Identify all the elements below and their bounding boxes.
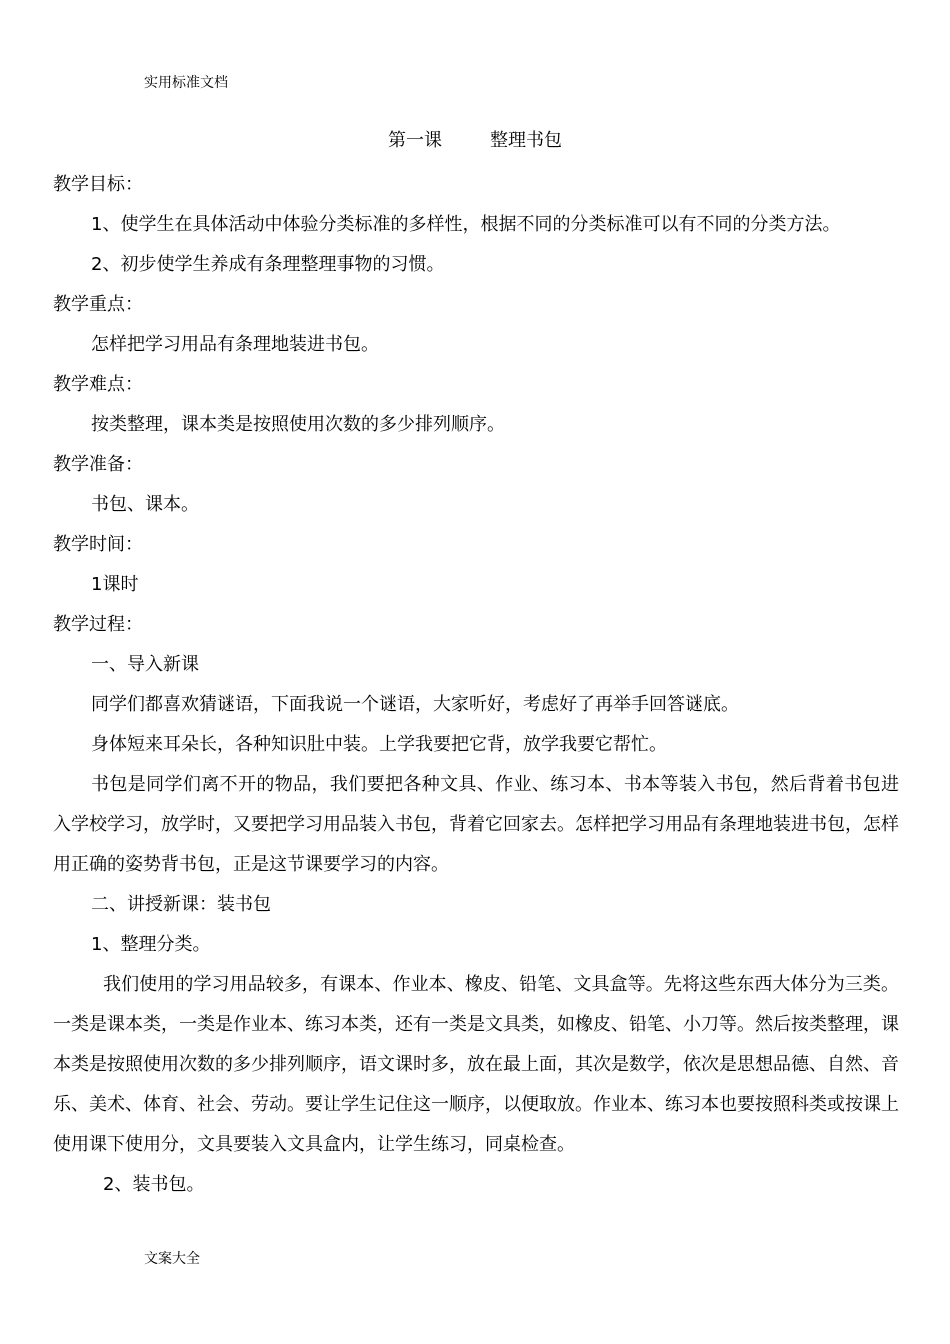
lesson-number: 第一课 — [388, 130, 442, 151]
document-body — [53, 165, 899, 1205]
step1-paragraph-2: 身体短来耳朵长，各种知识肚中装。上学我要把它背，放学我要它帮忙。 — [91, 734, 667, 755]
step1-paragraph-1: 同学们都喜欢猜谜语，下面我说一个谜语，大家听好，考虑好了再举手回答谜底。 — [91, 694, 739, 715]
key-text: 怎样把学习用品有条理地装进书包。 — [91, 334, 379, 355]
difficulty-heading: 教学难点： — [53, 374, 143, 395]
goal-2: 2、初步使学生养成有条理整理事物的习惯。 — [91, 254, 445, 275]
key-heading: 教学重点： — [53, 294, 143, 315]
step1-heading: 一、导入新课 — [91, 654, 199, 675]
goal-1: 1、使学生在具体活动中体验分类标准的多样性，根据不同的分类标准可以有不同的分类方法。 — [91, 214, 841, 235]
step2-heading: 二、讲授新课：装书包 — [91, 894, 271, 915]
goals-heading: 教学目标： — [53, 174, 143, 195]
lesson-name: 整理书包 — [490, 130, 562, 151]
prep-heading: 教学准备： — [53, 454, 143, 475]
time-heading: 教学时间： — [53, 534, 143, 555]
page-header: 实用标准文档 — [144, 75, 228, 91]
difficulty-text: 按类整理，课本类是按照使用次数的多少排列顺序。 — [91, 414, 505, 435]
sub2-heading: 2、装书包。 — [103, 1174, 205, 1195]
prep-text: 书包、课本。 — [91, 494, 199, 515]
process-heading: 教学过程： — [53, 614, 143, 635]
lesson-title — [0, 128, 950, 154]
time-text: 1课时 — [91, 574, 139, 595]
step1-paragraph-3: 书包是同学们离不开的物品，我们要把各种文具、作业、练习本、书本等装入书包，然后背着书包进入学校学习，放学时，又要把学习用品装入书包，背着它回家去。怎样把学习用品有条理地装进书包，怎样用正确的姿势背书包，正是这节课要学习的内容。 — [53, 774, 899, 875]
sub1-text: 我们使用的学习用品较多，有课本、作业本、橡皮、铅笔、文具盒等。先将这些东西大体分为三类。一类是课本类，一类是作业本、练习本类，还有一类是文具类，如橡皮、铅笔、小刀等。然后按类整理，课本类是按照使用次数的多少排列顺序，语文课时多，放在最上面，其次是数学，依次是思想品德、自然、音乐、美术、体育、社会、劳动。要让学生记住这一顺序，以便取放。作业本、练习本也要按照科类或按课上使用课下使用分，文具要装入文具盒内，让学生练习，同桌检查。 — [53, 974, 899, 1155]
page-footer: 文案大全 — [144, 1251, 200, 1267]
sub1-heading: 1、整理分类。 — [91, 934, 211, 955]
